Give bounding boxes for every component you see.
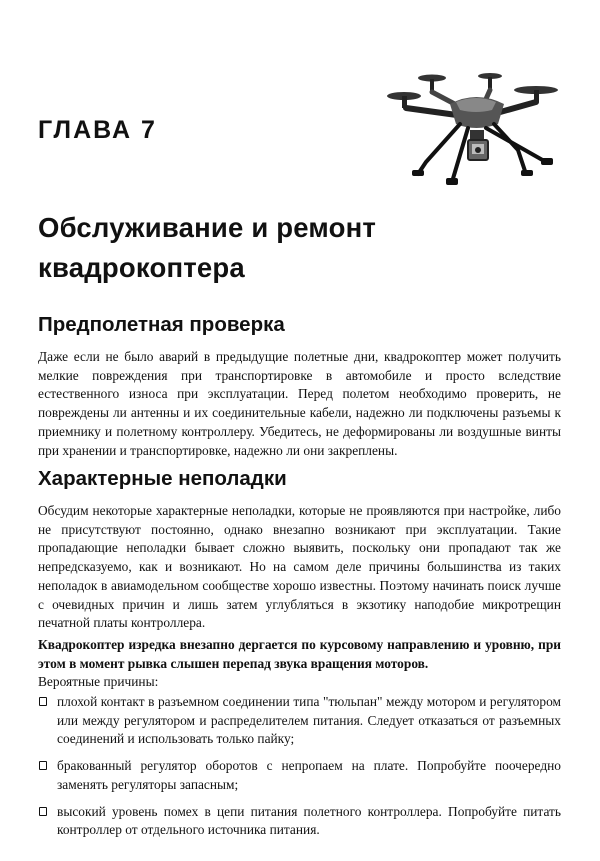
section-heading-preflight: Предполетная проверка (38, 313, 285, 336)
quadcopter-drone-illustration (386, 70, 564, 195)
chapter-title: Обслуживание и ремонт квадрокоптера (38, 212, 377, 283)
section-heading-faults: Характерные неполадки (38, 467, 287, 490)
list-item-text: высокий уровень помех в цепи питания полетного контроллера. Попробуйте питать контроллер от отдельного источника питания. (57, 803, 561, 838)
section-paragraph-preflight: Даже если не было аварий в предыдущие полетные дни, квадрокоптер может получить мелкие повреждения при транспортировке в автомобиле и просто вследствие естественного износа при эксплуатации. Перед полетом необходимо проверить, не повреждены ли антенны и их соединительные кабели, надежно ли подключены разъемы к приемнику и полетному контроллеру. Убедитесь, не деформированы ли воздушные винты при хранении и транспортировке, надежно ли они закреплены. (38, 349, 561, 458)
section-paragraph-faults: Обсудим некоторые характерные неполадки, которые не проявляются при настройке, либо не присутствуют постоянно, однако внезапно возникают при эксплуатации. Такие пропадающие неполадки бывает сложно выявить, поскольку они пропадают так же непредсказуемо, как и возникают. Но на самом деле причины большинства из таких неполадок в авиамодельном сообществе хорошо известны. Поэтому начинать поиск лучше с очевидных причин и лишь затем углубляться в экзотику наподобие микротрещин печатной платы контроллера. (38, 503, 561, 631)
reasons-list (38, 693, 561, 848)
checkbox-bullet-icon (39, 807, 47, 816)
list-item-text: бракованный регулятор оборотов с непропаем на плате. Попробуйте поочередно заменять регуляторы запасным; (57, 758, 561, 792)
checkbox-bullet-icon (39, 697, 47, 706)
problem-statement: Квадрокоптер изредка внезапно дергается по курсовому направлению и уровню, при этом в момент рывка слышен перепад звука вращения моторов. (38, 637, 561, 671)
list-item (38, 757, 561, 794)
list-item (38, 803, 561, 840)
checkbox-bullet-icon (39, 761, 47, 770)
list-item (38, 693, 561, 749)
chapter-label: ГЛАВА 7 (38, 116, 157, 144)
list-item-text: плохой контакт в разъемном соединении типа "тюльпан" между мотором и регулятором или между регулятором и распределителем питания. Следует отказаться от разъемных соединений и использовать только пайку; (57, 694, 561, 747)
reasons-label: Вероятные причины: (38, 674, 159, 689)
